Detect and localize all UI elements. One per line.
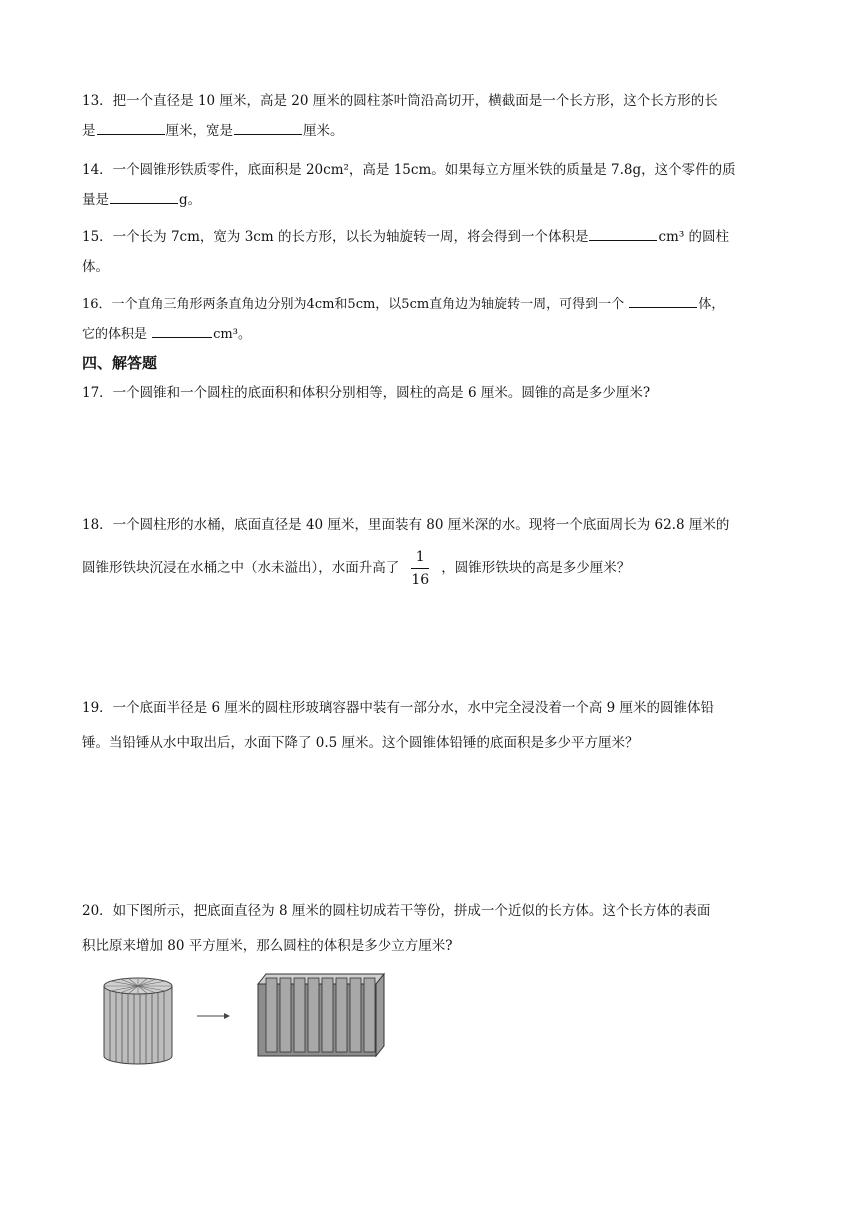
q14-text: g。 xyxy=(179,192,202,208)
question-16 xyxy=(82,290,782,350)
question-19 xyxy=(82,693,782,758)
q13-line-1: 13．把一个直径是 10 厘米，高是 20 厘米的圆柱茶叶筒沿高切开，横截面是一个长方形，这个长方形的长 xyxy=(82,93,718,109)
question-13 xyxy=(82,86,782,146)
q17-text: 17．一个圆锥和一个圆柱的底面积和体积分别相等，圆柱的高是 6 厘米。圆锥的高是多少厘米? xyxy=(82,385,651,401)
fraction-denominator: 16 xyxy=(411,572,430,588)
q13-text: 厘米。 xyxy=(303,123,344,139)
q13-blank-width[interactable] xyxy=(234,119,302,135)
q16-text: 16．一个直角三角形两条直角边分别为4cm和5cm，以5cm直角边为轴旋转一周，可得到一个 xyxy=(82,297,625,312)
q13-text: 是 xyxy=(82,123,96,139)
q15-text: 15．一个长为 7cm，宽为 3cm 的长方形，以长为轴旋转一周，将会得到一个体积是 xyxy=(82,229,589,245)
question-14 xyxy=(82,155,782,215)
q16-text: cm³。 xyxy=(213,327,251,342)
q18-line-1: 18．一个圆柱形的水桶，底面直径是 40 厘米，里面装有 80 厘米深的水。现将一个底面周长为 62.8 厘米的 xyxy=(82,517,730,533)
sliced-cylinder-image xyxy=(104,978,172,1064)
section-title: 四、解答题 xyxy=(82,354,158,372)
question-20 xyxy=(82,896,782,961)
q20-line-2: 积比原来增加 80 平方厘米，那么圆柱的体积是多少立方厘米? xyxy=(82,938,453,954)
q19-line-2: 锤。当铅锤从水中取出后，水面下降了 0.5 厘米。这个圆锥体铅锤的底面积是多少平方厘米？ xyxy=(82,735,639,751)
q15-text: cm³ 的圆柱 xyxy=(658,229,730,245)
cuboid-image xyxy=(258,974,384,1056)
cylinder-to-cuboid-figure xyxy=(100,972,390,1067)
q16-blank-shape[interactable] xyxy=(629,292,697,308)
q15-blank-volume[interactable] xyxy=(589,225,657,241)
q14-blank-mass[interactable] xyxy=(110,188,178,204)
question-18 xyxy=(82,510,782,589)
q15-text: 体。 xyxy=(82,259,109,275)
question-17 xyxy=(82,378,782,408)
q20-line-1: 20．如下图所示，把底面直径为 8 厘米的圆柱切成若干等份，拼成一个近似的长方体。这个长方体的表面 xyxy=(82,903,711,919)
arrow-icon xyxy=(197,1013,230,1019)
q19-line-1: 19．一个底面半径是 6 厘米的圆柱形玻璃容器中装有一部分水，水中完全浸没着一个高 9 厘米的圆锥体铅 xyxy=(82,700,715,716)
q13-text: 厘米，宽是 xyxy=(165,123,233,139)
q16-text: 体， xyxy=(698,297,725,312)
q13-blank-length[interactable] xyxy=(97,119,165,135)
q14-text: 量是 xyxy=(82,192,109,208)
q16-text: 它的体积是 xyxy=(82,327,148,342)
q16-blank-volume[interactable] xyxy=(152,322,212,338)
q18-text: 圆锥形铁块沉浸在水桶之中（水未溢出），水面升高了 xyxy=(82,560,400,576)
q18-text: ，圆锥形铁块的高是多少厘米？ xyxy=(441,560,631,576)
question-15 xyxy=(82,222,782,282)
fraction xyxy=(411,548,429,589)
fraction-bar xyxy=(411,568,429,569)
fraction-numerator: 1 xyxy=(415,549,425,565)
q14-line-1: 14．一个圆锥形铁质零件，底面积是 20cm²，高是 15cm。如果每立方厘米铁的质量是 7.8g，这个零件的质 xyxy=(82,162,736,178)
